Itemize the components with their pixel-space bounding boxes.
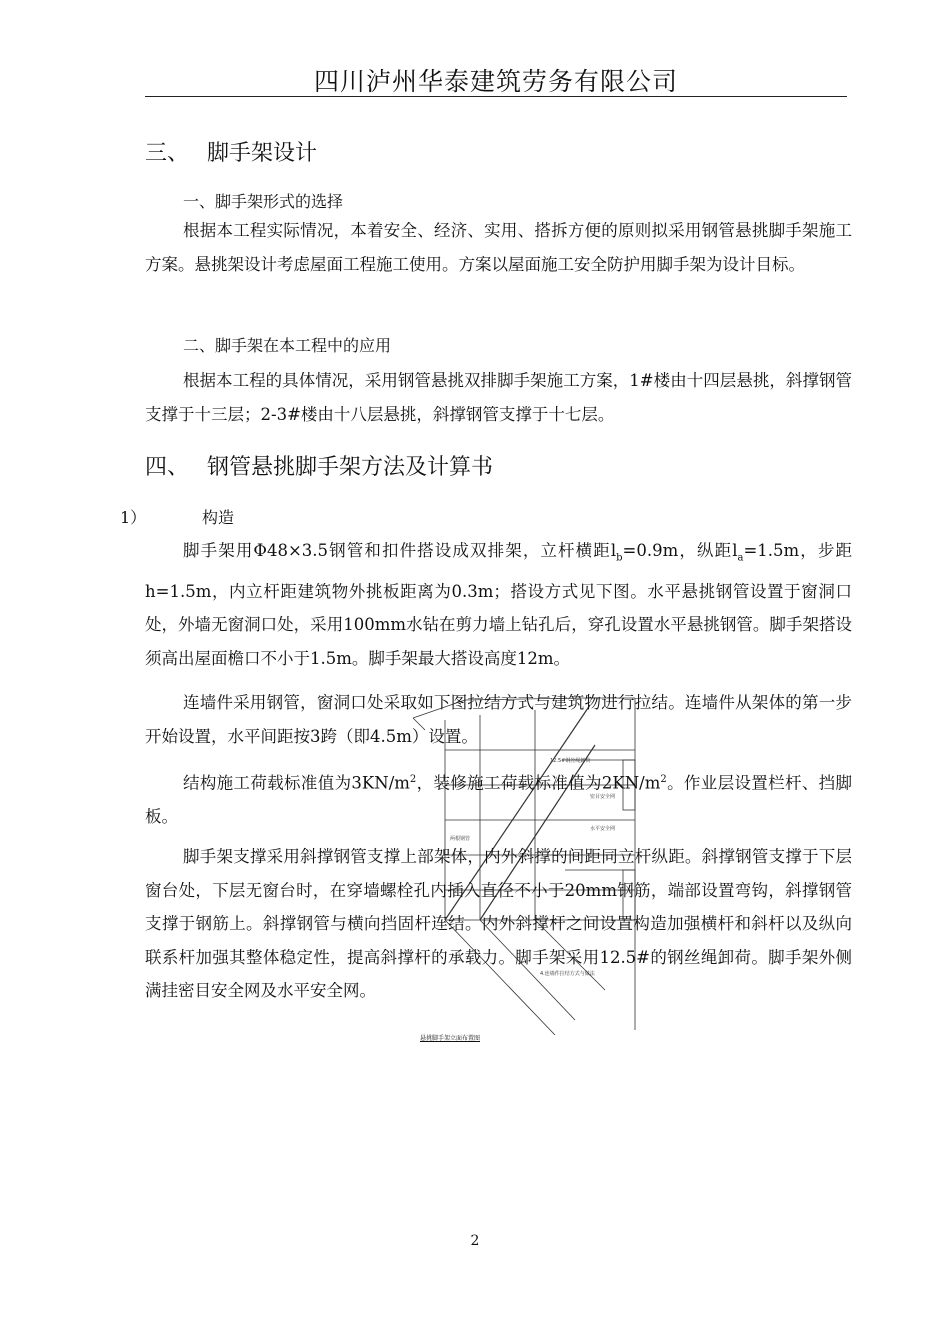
paragraph-scaffold-application: 根据本工程的具体情况，采用钢管悬挑双排脚手架施工方案，1#楼由十四层悬挑，斜撑钢管支撑于十三层；2-3#楼由十八层悬挑，斜撑钢管支撑于十七层。 (145, 371, 852, 424)
item-1-heading (120, 505, 235, 528)
section-4-heading (145, 450, 493, 481)
subsection-1-heading: 一、脚手架形式的选择 (183, 192, 344, 211)
item-1-title: 构造 (202, 508, 235, 527)
section-4-title: 钢管悬挑脚手架方法及计算书 (207, 455, 494, 480)
label-two-pipes: 两根钢管 (450, 836, 471, 842)
paragraph-support: 脚手架支撑采用斜撑钢管支撑上部架体，内外斜撑的间距同立杆纵距。斜撑钢管支撑于下层窗台处，下层无窗台时，在穿墙螺栓孔内插入直径不小于20mm钢筋，端部设置弯钩，斜撑钢管支撑于钢筋上。斜撑钢管与横向挡固杆连结。内外斜撑杆之间设置构造加强横杆和斜杆以及纵向联系杆加强其整体稳定性，提高斜撑杆的承载力。脚手架采用12.5#的钢丝绳卸荷。脚手架外侧满挂密目安全网及水平安全网。 (145, 847, 852, 1000)
page-number: 2 (470, 1233, 480, 1249)
figure-caption: 悬挑脚手架立面布置图 (420, 1035, 481, 1042)
paragraph-wall-ties: 连墙件采用钢管，窗洞口处采取如下图拉结方式与建筑物进行拉结。连墙件从架体的第一步开始设置，水平间距按3跨（即4.5m）设置。 (145, 693, 852, 746)
subsection-2-heading: 二、脚手架在本工程中的应用 (183, 336, 392, 355)
label-wire-rope: 12.5#钢丝绳卸荷 (550, 758, 591, 764)
label-wall-tie: 4.连墙件拉结方式与做法 (540, 971, 595, 977)
section-3-heading (145, 136, 317, 167)
paragraph-construction: 脚手架用Φ48×3.5钢管和扣件搭设成双排架，立杆横距$l_b=0.9m$，纵距$l_a=1.5m$，步距h=1.5m，内立杆距建筑物外挑板距离为0.3m；搭设方式见下图。水平悬挑钢管设置于窗洞口处，外墙无窗洞口处，采用100mm水钻在剪力墙上钻孔后，穿孔设置水平悬挑钢管。脚手架搭设须高出屋面檐口不小于1.5m。脚手架最大搭设高度12m。 (145, 541, 852, 668)
section-4-number: 四、 (145, 455, 190, 480)
paragraph-scaffold-choice: 根据本工程实际情况，本着安全、经济、实用、搭拆方便的原则拟采用钢管悬挑脚手架施工方案。悬挑架设计考虑屋面工程施工使用。方案以屋面施工安全防护用脚手架为设计目标。 (145, 221, 852, 274)
paragraph-loads: 结构施工荷载标准值为$3KN/m^2$，装修施工荷载标准值为$2KN/m^2$。作业层设置栏杆、挡脚板。 (145, 773, 853, 826)
page-header: 四川泸州华泰建筑劳务有限公司 (313, 67, 678, 96)
section-3-number: 三、 (145, 141, 190, 166)
label-safety-net: 密目安全网 (590, 794, 616, 800)
label-horizontal-net: 水平安全网 (590, 826, 616, 832)
item-1-number: 1） (120, 508, 147, 527)
section-3-title: 脚手架设计 (207, 141, 318, 166)
header-rule (145, 96, 847, 97)
